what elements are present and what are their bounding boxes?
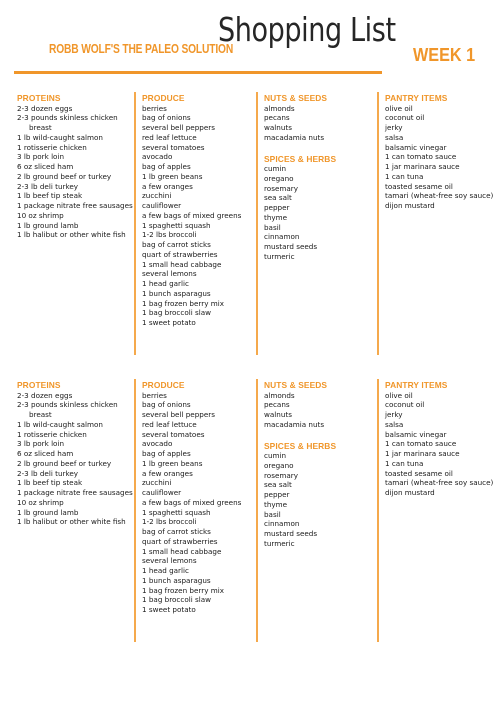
list-item: almonds: [264, 390, 295, 400]
list-item: 3 lb pork loin: [17, 439, 65, 449]
list-item: 1 can tuna: [385, 458, 424, 468]
list-item: 2-3 dozen eggs: [17, 103, 73, 113]
pantry-heading-2: PANTRY ITEMS: [385, 380, 448, 390]
list-item: 1 spaghetti squash: [142, 220, 211, 230]
list-item: 1 lb green beans: [142, 458, 203, 468]
list-item: bag of carrot sticks: [142, 240, 211, 249]
produce-list: [142, 104, 262, 328]
list-item: 1 lb wild-caught salmon: [17, 419, 103, 429]
list-item: bag of apples: [142, 162, 191, 171]
list-item: 1 jar marinara sauce: [385, 162, 460, 171]
list-item: 1 can tuna: [385, 171, 424, 181]
list-item: 1 lb ground lamb: [17, 220, 79, 230]
list-item: 1 sweet potato: [142, 605, 196, 614]
list-item: 1 rotisserie chicken: [17, 429, 87, 439]
list-item: turmeric: [264, 538, 295, 548]
list-item: rosemary: [264, 470, 298, 480]
list-item: 1 bunch asparagus: [142, 288, 211, 298]
list-item: 1 bag broccoli slaw: [142, 308, 212, 318]
list-item: coconut oil: [385, 400, 425, 410]
list-item: 1 rotisserie chicken: [17, 142, 87, 152]
list-item: coconut oil: [385, 113, 425, 123]
nuts-column: [264, 93, 384, 262]
list-item: almonds: [264, 103, 295, 113]
list-item: 1 lb beef tip steak: [17, 191, 83, 201]
list-item: oregano: [264, 460, 294, 470]
list-item: pepper: [264, 490, 290, 499]
list-item: olive oil: [385, 103, 413, 113]
list-item: a few bags of mixed greens: [142, 497, 242, 507]
spices-heading: SPICES & HERBS: [264, 153, 337, 164]
list-item: 1 small head cabbage: [142, 259, 222, 269]
produce-column-2: [142, 380, 262, 615]
list-item: 6 oz sliced ham: [17, 449, 74, 458]
list-item: 1 bag frozen berry mix: [142, 585, 224, 595]
list-item: pecans: [264, 400, 290, 410]
list-item: 2-3 pounds skinless chicken: [17, 113, 118, 123]
list-item: bag of carrot sticks: [142, 527, 211, 536]
list-item: cinnamon: [264, 519, 300, 529]
pantry-list: [385, 104, 504, 211]
header-rule: [14, 71, 382, 74]
list-item: walnuts: [264, 123, 292, 132]
list-item: bag of onions: [142, 113, 191, 123]
list-item: red leaf lettuce: [142, 419, 197, 429]
list-item: 1 can tomato sauce: [385, 152, 457, 162]
nuts-list: [264, 104, 384, 143]
list-item: thyme: [264, 212, 288, 222]
list-item: 1 sweet potato: [142, 318, 196, 327]
spices-list-2: [264, 451, 384, 549]
list-item: balsamic vinegar: [385, 142, 447, 152]
page-title: Shopping List: [218, 10, 396, 49]
produce-heading-2: PRODUCE: [142, 380, 185, 390]
list-item: turmeric: [264, 251, 295, 261]
list-item: red leaf lettuce: [142, 132, 197, 142]
list-item: 1 head garlic: [142, 279, 189, 288]
list-item: cumin: [264, 451, 287, 460]
list-item: 6 oz sliced ham: [17, 162, 74, 171]
list-item: 1 lb halibut or other white fish: [17, 230, 126, 240]
produce-list-2: [142, 391, 262, 615]
list-item: avocado: [142, 439, 173, 449]
nuts-heading-2: NUTS & SEEDS: [264, 380, 328, 390]
list-item: mustard seeds: [264, 529, 318, 538]
list-item: 2-3 lb deli turkey: [17, 468, 79, 478]
list-item: 1 jar marinara sauce: [385, 449, 460, 458]
list-item: 1 bag frozen berry mix: [142, 298, 224, 308]
list-item: 2-3 dozen eggs: [17, 390, 73, 400]
list-item: cinnamon: [264, 232, 300, 242]
list-item: 2 lb ground beef or turkey: [17, 458, 112, 468]
list-item: 1 lb wild-caught salmon: [17, 132, 103, 142]
header-subtitle: ROBB WOLF'S THE PALEO SOLUTION: [49, 42, 234, 56]
list-item: tamari (wheat-free soy sauce): [385, 191, 494, 201]
list-item: jerky: [385, 123, 403, 132]
list-item: 1 package nitrate free sausages: [17, 488, 133, 497]
list-item: toasted sesame oil: [385, 468, 453, 478]
list-item: balsamic vinegar: [385, 429, 447, 439]
proteins-heading: PROTEINS: [17, 93, 61, 103]
list-item: thyme: [264, 499, 288, 509]
proteins-list-2: [17, 391, 137, 528]
list-item: dijon mustard: [385, 488, 435, 497]
list-item: macadamia nuts: [264, 419, 325, 429]
list-item: 1-2 lbs broccoli: [142, 230, 197, 240]
list-item: sea salt: [264, 193, 292, 203]
list-item: 1 head garlic: [142, 566, 189, 575]
list-item: salsa: [385, 419, 404, 429]
list-item: cumin: [264, 164, 287, 173]
pantry-column-2: [385, 380, 504, 498]
list-item: several tomatoes: [142, 142, 205, 152]
list-item: several lemons: [142, 556, 197, 566]
list-item: 1 spaghetti squash: [142, 507, 211, 517]
list-item: 1 small head cabbage: [142, 546, 222, 556]
list-item: 1 lb ground lamb: [17, 507, 79, 517]
list-item: cauliflower: [142, 201, 182, 210]
list-item: quart of strawberries: [142, 249, 218, 259]
list-item: zucchini: [142, 478, 172, 488]
list-item: bag of onions: [142, 400, 191, 410]
spices-list: [264, 164, 384, 262]
list-item: 2-3 lb deli turkey: [17, 181, 79, 191]
list-item: avocado: [142, 152, 173, 162]
list-item: pepper: [264, 203, 290, 212]
list-item: tamari (wheat-free soy sauce): [385, 478, 494, 488]
list-item: zucchini: [142, 191, 172, 201]
list-item: several bell peppers: [142, 410, 215, 419]
list-item: 2-3 pounds skinless chicken: [17, 400, 118, 410]
list-item: 1-2 lbs broccoli: [142, 517, 197, 527]
produce-heading: PRODUCE: [142, 93, 185, 103]
list-item: 1 bunch asparagus: [142, 575, 211, 585]
nuts-heading: NUTS & SEEDS: [264, 93, 328, 103]
list-item: 1 package nitrate free sausages: [17, 201, 133, 210]
list-item: 10 oz shrimp: [17, 210, 64, 220]
pantry-column: [385, 93, 504, 211]
list-item: basil: [264, 509, 281, 519]
list-item: 10 oz shrimp: [17, 497, 64, 507]
list-item: walnuts: [264, 410, 292, 419]
list-item: dijon mustard: [385, 201, 435, 210]
list-item: jerky: [385, 410, 403, 419]
list-item: toasted sesame oil: [385, 181, 453, 191]
list-item: several bell peppers: [142, 123, 215, 132]
list-item: basil: [264, 222, 281, 232]
list-item: 3 lb pork loin: [17, 152, 65, 162]
pantry-list-2: [385, 391, 504, 498]
pantry-heading: PANTRY ITEMS: [385, 93, 448, 103]
list-item: mustard seeds: [264, 242, 318, 251]
proteins-column-2: [17, 380, 137, 527]
week-label: WEEK 1: [413, 45, 476, 65]
proteins-list: [17, 104, 137, 241]
list-item: oregano: [264, 173, 294, 183]
list-item: berries: [142, 103, 167, 113]
list-item: a few bags of mixed greens: [142, 210, 242, 220]
list-item: 1 lb beef tip steak: [17, 478, 83, 488]
list-item: breast: [29, 410, 52, 419]
list-item: 1 lb halibut or other white fish: [17, 517, 126, 527]
list-item: cauliflower: [142, 488, 182, 497]
list-item: several lemons: [142, 269, 197, 279]
list-item: 1 can tomato sauce: [385, 439, 457, 449]
list-item: quart of strawberries: [142, 536, 218, 546]
list-item: 2 lb ground beef or turkey: [17, 171, 112, 181]
list-item: bag of apples: [142, 449, 191, 458]
proteins-heading-2: PROTEINS: [17, 380, 61, 390]
list-item: breast: [29, 123, 52, 132]
list-item: pecans: [264, 113, 290, 123]
list-item: 1 lb green beans: [142, 171, 203, 181]
produce-column: [142, 93, 262, 328]
list-item: salsa: [385, 132, 404, 142]
proteins-column: [17, 93, 137, 240]
list-item: rosemary: [264, 183, 298, 193]
list-item: a few oranges: [142, 181, 193, 191]
nuts-column-2: [264, 380, 384, 549]
list-item: a few oranges: [142, 468, 193, 478]
list-item: 1 bag broccoli slaw: [142, 595, 212, 605]
list-item: several tomatoes: [142, 429, 205, 439]
list-item: macadamia nuts: [264, 132, 325, 142]
list-item: berries: [142, 390, 167, 400]
list-item: sea salt: [264, 480, 292, 490]
spices-heading-2: SPICES & HERBS: [264, 440, 337, 451]
list-item: olive oil: [385, 390, 413, 400]
nuts-list-2: [264, 391, 384, 430]
